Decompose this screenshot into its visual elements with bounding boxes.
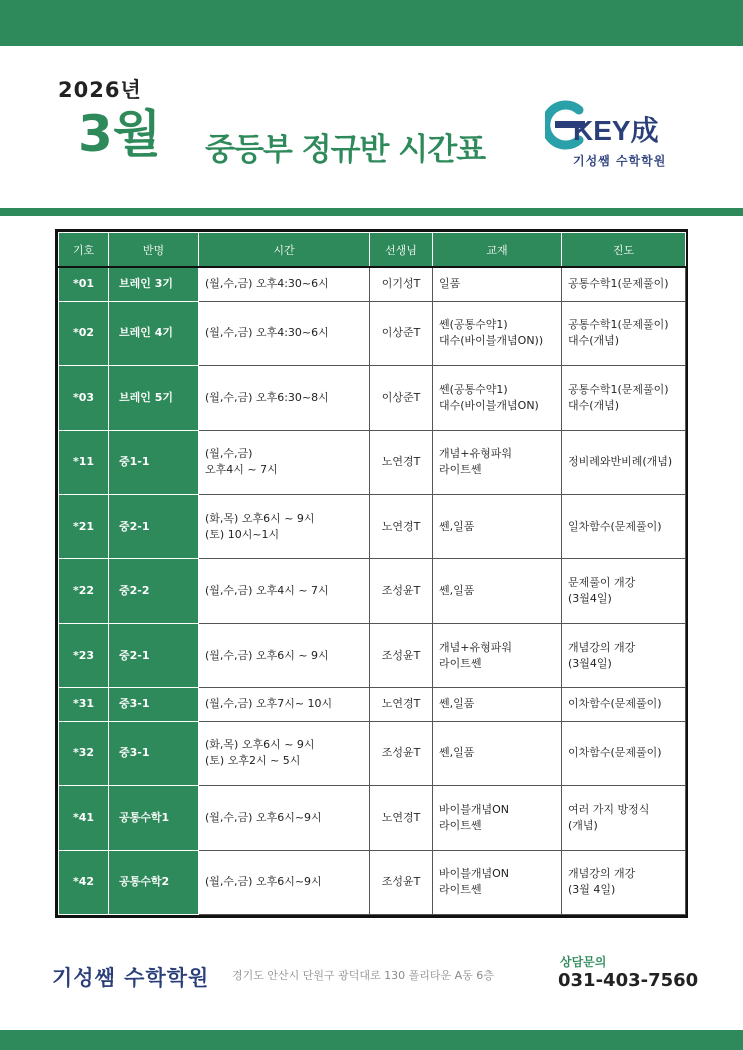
- class-code: *32: [59, 721, 109, 785]
- column-header: 진도: [562, 233, 686, 268]
- class-code: *42: [59, 850, 109, 915]
- class-code: *22: [59, 559, 109, 623]
- column-header: 반명: [109, 233, 199, 268]
- progress: 정비례와반비례(개념): [562, 430, 686, 494]
- progress: 공통수학1(문제풀이): [562, 267, 686, 301]
- class-name: 브레인 5기: [109, 366, 199, 430]
- textbook: 쎈(공통수약1) 대수(바이블개념ON)): [433, 301, 562, 365]
- page-subtitle: 중등부 정규반 시간표: [205, 132, 486, 168]
- class-name: 중2-1: [109, 623, 199, 687]
- teacher-name: 이기성T: [370, 267, 433, 301]
- progress: 일차함수(문제풀이): [562, 495, 686, 559]
- academy-logo: [545, 96, 680, 174]
- class-time: (화,목) 오후6시 ~ 9시 (토) 10시~1시: [199, 495, 370, 559]
- class-time: (화,목) 오후6시 ~ 9시 (토) 오후2시 ~ 5시: [199, 721, 370, 785]
- teacher-name: 조성윤T: [370, 623, 433, 687]
- class-code: *02: [59, 301, 109, 365]
- progress: 문제풀이 개강 (3월4일): [562, 559, 686, 623]
- class-code: *23: [59, 623, 109, 687]
- logo-subtitle: 기성쌤 수학학원: [573, 154, 667, 168]
- teacher-name: 노연경T: [370, 495, 433, 559]
- table-header-row: [59, 233, 686, 268]
- table-row: [59, 786, 686, 850]
- class-name: 중3-1: [109, 721, 199, 785]
- textbook: 쎈,일품: [433, 688, 562, 721]
- table-row: [59, 559, 686, 623]
- logo-text: KEY成: [573, 115, 659, 146]
- class-time: (월,수,금) 오후4시 ~ 7시: [199, 559, 370, 623]
- textbook: 바이블개념ON 라이트쎈: [433, 850, 562, 915]
- footer-academy-name: 기성쌤 수학학원: [52, 966, 210, 990]
- teacher-name: 조성윤T: [370, 721, 433, 785]
- column-header: 시간: [199, 233, 370, 268]
- textbook: 바이블개념ON 라이트쎈: [433, 786, 562, 850]
- class-time: (월,수,금) 오후6시 ~ 9시: [199, 623, 370, 687]
- progress: 개념강의 개강 (3월 4일): [562, 850, 686, 915]
- teacher-name: 이상준T: [370, 301, 433, 365]
- phone-number: 031-403-7560: [558, 970, 699, 991]
- textbook: 쎈,일품: [433, 495, 562, 559]
- table-row: [59, 267, 686, 301]
- table-row: [59, 850, 686, 915]
- key-logo-icon: [545, 96, 680, 154]
- teacher-name: 조성윤T: [370, 850, 433, 915]
- class-name: 중1-1: [109, 430, 199, 494]
- class-time: (월,수,금) 오후6시~9시: [199, 786, 370, 850]
- textbook: 개념+유형파워 라이트쎈: [433, 430, 562, 494]
- teacher-name: 노연경T: [370, 786, 433, 850]
- class-time: (월,수,금) 오후4:30~6시: [199, 267, 370, 301]
- column-header: 교재: [433, 233, 562, 268]
- teacher-name: 이상준T: [370, 366, 433, 430]
- table-row: [59, 301, 686, 365]
- textbook: 쎈,일품: [433, 721, 562, 785]
- table-row: [59, 623, 686, 687]
- class-time: (월,수,금) 오후6시~9시: [199, 850, 370, 915]
- teacher-name: 노연경T: [370, 688, 433, 721]
- month-title: 3월: [78, 105, 162, 163]
- class-time: (월,수,금) 오후4:30~6시: [199, 301, 370, 365]
- bottom-color-band: [0, 1030, 743, 1050]
- progress: 여러 가지 방정식 (개념): [562, 786, 686, 850]
- class-code: *31: [59, 688, 109, 721]
- class-name: 공통수학2: [109, 850, 199, 915]
- divider-band: [0, 208, 743, 216]
- class-code: *11: [59, 430, 109, 494]
- column-header: 선생님: [370, 233, 433, 268]
- table-row: [59, 495, 686, 559]
- table-row: [59, 688, 686, 721]
- class-name: 중3-1: [109, 688, 199, 721]
- class-code: *21: [59, 495, 109, 559]
- progress: 이차함수(문제풀이): [562, 721, 686, 785]
- table-row: [59, 366, 686, 430]
- class-code: *03: [59, 366, 109, 430]
- class-name: 중2-1: [109, 495, 199, 559]
- footer-address: 경기도 안산시 단원구 광덕대로 130 폴리타운 A동 6층: [232, 969, 494, 982]
- table-row: [59, 721, 686, 785]
- class-time: (월,수,금) 오후4시 ~ 7시: [199, 430, 370, 494]
- teacher-name: 노연경T: [370, 430, 433, 494]
- teacher-name: 조성윤T: [370, 559, 433, 623]
- contact-label: 상담문의: [560, 955, 607, 969]
- progress: 이차함수(문제풀이): [562, 688, 686, 721]
- class-name: 중2-2: [109, 559, 199, 623]
- textbook: 쎈(공통수약1) 대수(바이블개념ON): [433, 366, 562, 430]
- top-color-band: [0, 0, 743, 46]
- class-name: 공통수학1: [109, 786, 199, 850]
- year-label: 2026년: [58, 78, 142, 102]
- textbook: 일품: [433, 267, 562, 301]
- textbook: 개념+유형파워 라이트쎈: [433, 623, 562, 687]
- table-row: [59, 430, 686, 494]
- progress: 공통수학1(문제풀이) 대수(개념): [562, 366, 686, 430]
- class-time: (월,수,금) 오후7시~ 10시: [199, 688, 370, 721]
- class-name: 브레인 3기: [109, 267, 199, 301]
- class-code: *01: [59, 267, 109, 301]
- class-code: *41: [59, 786, 109, 850]
- progress: 개념강의 개강 (3월4일): [562, 623, 686, 687]
- class-time: (월,수,금) 오후6:30~8시: [199, 366, 370, 430]
- column-header: 기호: [59, 233, 109, 268]
- schedule-table: [55, 229, 688, 918]
- progress: 공통수학1(문제풀이) 대수(개념): [562, 301, 686, 365]
- class-name: 브레인 4기: [109, 301, 199, 365]
- textbook: 쎈,일품: [433, 559, 562, 623]
